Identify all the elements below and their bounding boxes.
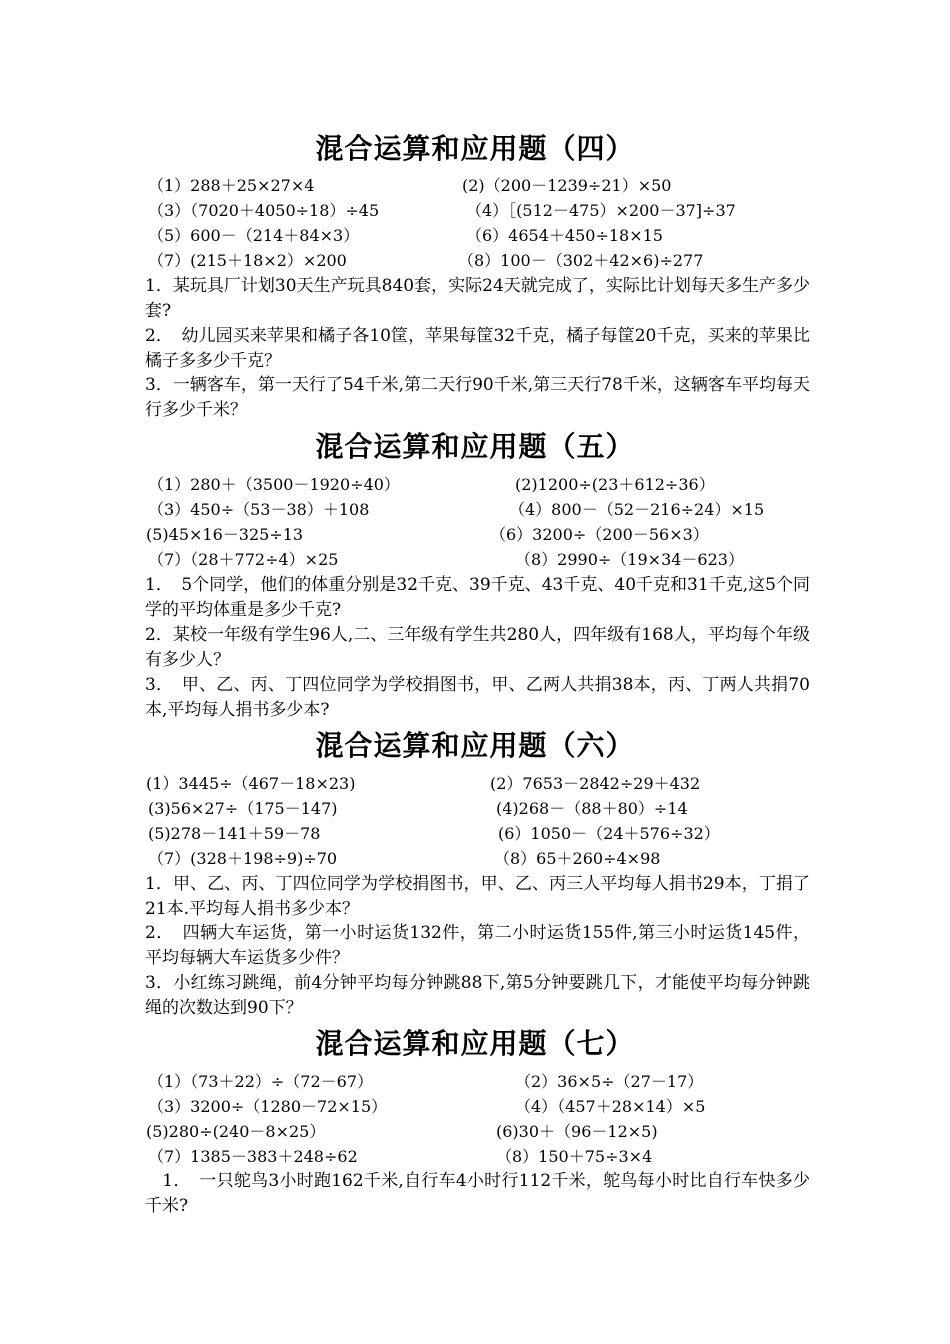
equation: （4）800－（52－216÷24）×15	[509, 500, 765, 519]
equation: (5)280÷(240－8×25）	[146, 1122, 326, 1141]
equation: （3）450÷（53－38）＋108	[148, 500, 370, 519]
equation: （6）4654＋450÷18×15	[466, 226, 663, 245]
equation: (4)268－（88＋80）÷14	[496, 799, 688, 818]
section-title: 混合运算和应用题（五）	[315, 430, 635, 463]
equation: （7）(328＋198÷9)÷70	[148, 849, 338, 868]
equation: (2)1200÷(23＋612÷36）	[515, 475, 715, 494]
equation: （1）（73＋22）÷（72－67）	[148, 1072, 374, 1091]
word-problem: 1．某玩具厂计划30天生产玩具840套，实际24天就完成了，实际比计划每天多生产多少套?	[145, 276, 810, 321]
word-problem: 1． 5个同学，他们的体重分别是32千克、39千克、43千克、40千克和31千克,这5个同学的平均体重是多少千克?	[145, 575, 810, 620]
equation: （1）288＋25×27×4	[148, 176, 315, 195]
word-problem: 3．一辆客车，第一天行了54千米,第二天行90千米,第三天行78千米，这辆客车平均每天行多少千米？	[145, 375, 810, 420]
equation: (6)30＋（96－12×5)	[496, 1122, 658, 1141]
equation: (2）7653－2842÷29＋432	[490, 774, 701, 793]
equation: （7）（28＋772÷4）×25	[148, 550, 339, 569]
equation: （3）（7020＋4050÷18）÷45	[148, 201, 380, 220]
equation: (3)56×27÷（175－147)	[148, 799, 338, 818]
section-title: 混合运算和应用题（四）	[315, 132, 635, 165]
word-problem: 1．甲、乙、丙、丁四位同学为学校捐图书，甲、乙、丙三人平均每人捐书29本，丁捐了21本.平均每人捐书多少本？	[145, 874, 810, 919]
equation: (1）3445÷（467－18×23)	[146, 774, 356, 793]
equation: （7）1385－383＋248÷62	[148, 1147, 358, 1166]
equation: (2)（200－1239÷21）×50	[462, 176, 672, 195]
equation: （4）（457＋28×14）×5	[515, 1097, 706, 1116]
equation: （3）3200÷（1280－72×15）	[148, 1097, 388, 1116]
word-problem: 2． 幼儿园买来苹果和橘子各10筐，苹果每筐32千克，橘子每筐20千克，买来的苹果比橘子多多少千克？	[145, 326, 810, 371]
section-title: 混合运算和应用题（七）	[315, 1027, 635, 1060]
equation: （8）65＋260÷4×98	[494, 849, 661, 868]
word-problem: 2． 四辆大车运货，第一小时运货132件，第二小时运货155件,第三小时运货145件，平均每辆大车运货多少件？	[145, 923, 810, 968]
equation: (6）1050－（24＋576÷32）	[498, 824, 720, 843]
equation: （2）36×5÷（27－17）	[515, 1072, 704, 1091]
word-problem: 3．小红练习跳绳，前4分钟平均每分钟跳88下,第5分钟要跳几下，才能使平均每分钟跳绳的次数达到90下？	[145, 973, 810, 1018]
equation: （4）［(512－475）×200－37]÷37	[466, 201, 736, 220]
equation: （8）100－（302＋42×6)÷277	[458, 251, 704, 270]
section-title: 混合运算和应用题（六）	[315, 729, 635, 762]
word-problem: 2．某校一年级有学生96人,二、三年级有学生共280人，四年级有168人，平均每个年级有多少人？	[145, 625, 810, 670]
equation: （1）280＋（3500－1920÷40）	[148, 475, 400, 494]
word-problem: 3． 甲、乙、丙、丁四位同学为学校捐图书，甲、乙两人共捐38本，丙、丁两人共捐70本,平均每人捐书多少本?	[145, 675, 810, 720]
equation: （7）(215＋18×2）×200	[148, 251, 347, 270]
word-problem: 1． 一只鸵鸟3小时跑162千米,自行车4小时行112千米，鸵鸟每小时比自行车快多少千米?	[145, 1171, 810, 1216]
equation: （8）2990÷（19×34－623）	[515, 550, 744, 569]
equation: (5)45×16－325÷13	[146, 525, 304, 544]
equation: （6）3200÷（200－56×3）	[490, 525, 709, 544]
equation: （8）150＋75÷3×4	[496, 1147, 653, 1166]
equation: (5)278－141＋59－78	[148, 824, 321, 843]
equation: （5）600－（214＋84×3）	[148, 226, 360, 245]
